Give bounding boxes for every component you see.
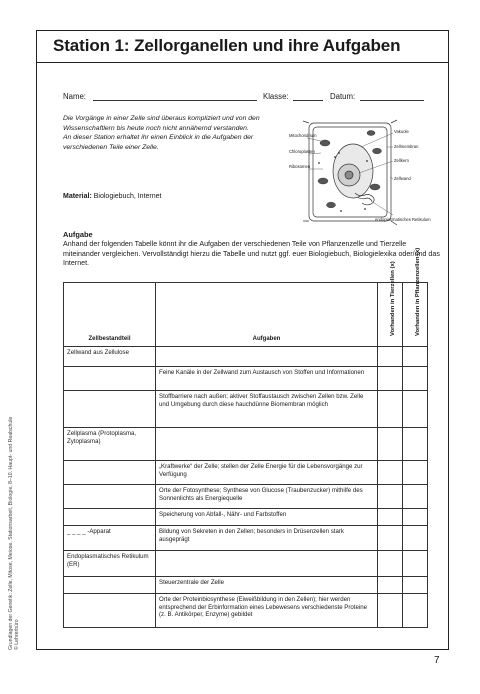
cell-tierzellen-check[interactable]: [378, 577, 403, 594]
cell-zellbestandteil: Zellwand aus Zellulose: [64, 347, 156, 367]
label-chloroplasten: Chloroplasten: [289, 149, 315, 154]
cell-tierzellen-check[interactable]: [378, 461, 403, 485]
label-zellmembran: Zellmembran: [394, 144, 419, 149]
klasse-line[interactable]: [293, 100, 323, 101]
cell-pflanzenzellen-check[interactable]: [403, 526, 428, 551]
label-vakuole: Vakuole: [394, 129, 409, 134]
cell-tierzellen-check[interactable]: [378, 428, 403, 461]
table-row: [64, 347, 428, 367]
page-title: Station 1: Zellorganellen und ihre Aufgaben: [53, 36, 401, 55]
cell-zellbestandteil: Zellplasma (Protoplasma, Zytoplasma): [64, 428, 156, 461]
label-er: endoplasmatisches Retikulum: [375, 217, 431, 222]
intro-paragraph-2: An dieser Station erhaltet ihr einen Einblick in die Aufgaben der verschiedenen Teile einer Zelle.: [63, 134, 254, 151]
cell-aufgaben: Bildung von Sekreten in den Zellen; besonders in Drüsenzellen stark ausgeprägt: [156, 526, 378, 551]
intro-paragraph-1: Die Vorgänge in einer Zelle sind überaus kompliziert und von den Wissenschaftlern bis heute noch nicht annähernd verstanden.: [63, 115, 260, 132]
side-credit: [8, 350, 20, 650]
cell-pflanzenzellen-check[interactable]: [403, 461, 428, 485]
cell-zellbestandteil[interactable]: [64, 391, 156, 428]
cell-pflanzenzellen-check[interactable]: [403, 551, 428, 577]
cell-tierzellen-check[interactable]: [378, 526, 403, 551]
label-zellwand: Zellwand: [394, 176, 411, 181]
chloroplast-4: [367, 131, 375, 136]
material-line: [63, 193, 161, 200]
table-row: [64, 485, 428, 509]
material-label: Material:: [63, 193, 92, 200]
label-zellkern: Zellkern: [394, 158, 409, 163]
cell-tierzellen-check[interactable]: [378, 594, 403, 628]
cell-zellbestandteil[interactable]: [64, 577, 156, 594]
cell-aufgaben: Speicherung von Abfall-, Nähr- und Farbstoffen: [156, 509, 378, 526]
cell-zellbestandteil[interactable]: [64, 461, 156, 485]
table-row: [64, 461, 428, 485]
cell-pflanzenzellen-check[interactable]: [403, 509, 428, 526]
cell-pflanzenzellen-check[interactable]: [403, 485, 428, 509]
cell-aufgaben: Orte der Proteinbiosynthese (Eiweißbildung in den Zellen); hier werden entsprechend der Erbinformation eines Lebewesens verschiedenste Proteine (z. B. Antikörper, Enzyme) gebildet: [156, 594, 378, 628]
table-row: [64, 551, 428, 577]
aufgabe-text: Anhand der folgenden Tabelle könnt ihr die Aufgaben der verschiedenen Teile von Pflanzenzelle und Tierzelle miteinander vergleichen. Vervollständigt hierzu die Tabelle und nutzt ggf. euer Biologiebuch, Biologielexika oder/und das Internet.: [63, 240, 440, 268]
table-row: [64, 391, 428, 428]
table-header-row: [64, 283, 428, 347]
cell-tierzellen-check[interactable]: [378, 367, 403, 391]
name-line[interactable]: [93, 100, 257, 101]
cell-zellbestandteil[interactable]: [64, 367, 156, 391]
name-row: [63, 92, 443, 106]
nucleolus: [345, 171, 353, 179]
cell-pflanzenzellen-check[interactable]: [403, 391, 428, 428]
cell-pflanzenzellen-check[interactable]: [403, 367, 428, 391]
cell-aufgaben[interactable]: [156, 428, 378, 461]
chloroplast-2: [318, 178, 328, 184]
label-mitochondrium: Mitochondrium: [289, 133, 317, 138]
cell-zellbestandteil[interactable]: [64, 509, 156, 526]
cell-aufgaben: Steuerzentrale der Zelle: [156, 577, 378, 594]
header-pflanzenzellen: Vorhanden in Pflanzenzellen (x): [403, 283, 428, 347]
cell-pflanzenzellen-check[interactable]: [403, 428, 428, 461]
cell-zellbestandteil: _ _ _ _ -Apparat: [64, 526, 156, 551]
table-row: [64, 367, 428, 391]
chloroplast-3: [327, 202, 336, 208]
table-row: [64, 594, 428, 628]
cell-aufgaben[interactable]: [156, 347, 378, 367]
page-number: 7: [434, 655, 440, 666]
cell-aufgaben: Stoffbarriere nach außen; aktiver Stoffaustausch zwischen Zellen bzw. Zelle und Umgebung durch diese hauchdünne Biomembran möglich: [156, 391, 378, 428]
mitochondrium-2: [370, 184, 380, 190]
header-aufgaben: Aufgaben: [156, 283, 378, 347]
mitochondrium-1: [320, 140, 330, 146]
datum-label: Datum:: [330, 92, 356, 101]
table-row: [64, 428, 428, 461]
name-label: Name:: [63, 92, 86, 101]
plant-cell-diagram: [289, 117, 443, 229]
side-credit-line-1: Grundlagen der Genetik: Zelle, Mitose, Meiose, Stationsarbeit, Biologie, 8–10. Haupt- und Realschule: [8, 416, 14, 650]
cell-aufgaben: Feine Kanäle in der Zellwand zum Austausch von Stoffen und Informationen: [156, 367, 378, 391]
cell-tierzellen-check[interactable]: [378, 391, 403, 428]
aufgabe-heading: Aufgabe: [63, 230, 93, 239]
label-ribosomen: Ribosomen: [289, 164, 311, 169]
cell-tierzellen-check[interactable]: [378, 551, 403, 577]
cell-zellbestandteil[interactable]: [64, 485, 156, 509]
cell-tierzellen-check[interactable]: [378, 347, 403, 367]
cell-aufgaben: Orte der Fotosynthese; Synthese von Glucose (Traubenzucker) mithilfe des Sonnenlichts als Energiequelle: [156, 485, 378, 509]
chloroplast-1: [373, 148, 382, 154]
table-row: [64, 577, 428, 594]
klasse-label: Klasse:: [263, 92, 289, 101]
cell-aufgaben[interactable]: [156, 551, 378, 577]
cell-zellbestandteil: Endoplasmatisches Retikulum (ER): [64, 551, 156, 577]
cell-pflanzenzellen-check[interactable]: [403, 577, 428, 594]
cell-tierzellen-check[interactable]: [378, 509, 403, 526]
title-bar: [37, 31, 448, 63]
cell-pflanzenzellen-check[interactable]: [403, 594, 428, 628]
cell-aufgaben: „Kraftwerke“ der Zelle; stellen der Zelle Energie für die Lebensvorgänge zur Verfügung: [156, 461, 378, 485]
side-credit-line-2: © Lehrerbüro: [14, 619, 21, 650]
header-tierzellen: Vorhanden in Tierzellen (x): [378, 283, 403, 347]
header-zellbestandteil: Zellbestandteil: [64, 283, 156, 347]
datum-line[interactable]: [360, 100, 424, 101]
cell-zellbestandteil[interactable]: [64, 594, 156, 628]
table-row: [64, 509, 428, 526]
material-text: Biologiebuch, Internet: [93, 193, 162, 200]
cell-tierzellen-check[interactable]: [378, 485, 403, 509]
table-row: [64, 526, 428, 551]
cell-pflanzenzellen-check[interactable]: [403, 347, 428, 367]
intro-text: [63, 114, 283, 152]
